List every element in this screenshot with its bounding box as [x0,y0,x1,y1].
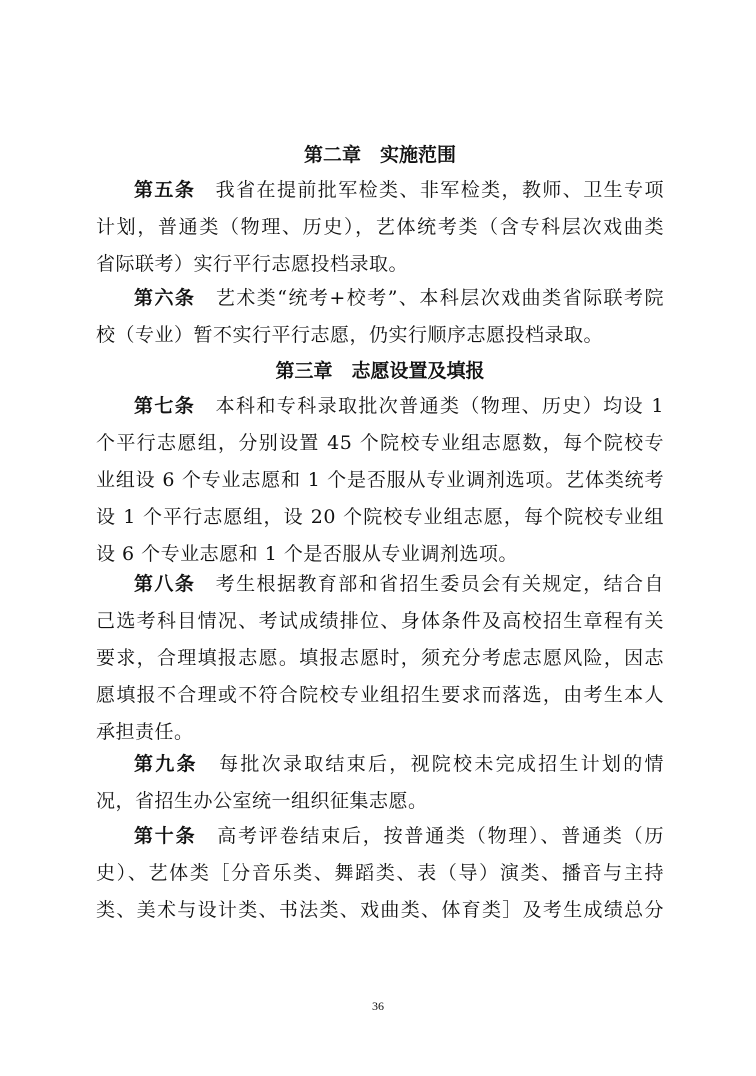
article-9-text-1: 每批次录取结束后，视院校未完成招生计划的情 [197,753,664,775]
article-6-line-2: 校（专业）暂不实行平行志愿，仍实行顺序志愿投档录取。 [96,324,604,346]
article-10-title: 第十条 [134,825,197,847]
article-6-text-1: 艺术类“统考+校考”、本科层次戏曲类省际联考院 [195,287,664,309]
article-5 [96,172,664,283]
article-9-line-2: 况，省招生办公室统一组织征集志愿。 [96,790,428,812]
article-7-title: 第七条 [134,395,196,417]
article-7-line-4: 设 1 个平行志愿组，设 20 个院校专业组志愿，每个院校专业组 [96,506,664,528]
article-8 [96,566,664,751]
article-7-line-1 [96,388,664,425]
article-8-line-4: 愿填报不合理或不符合院校专业组招生要求而落选，由考生本人 [96,684,664,706]
article-10-text-1: 高考评卷结束后，按普通类（物理）、普通类（历 [196,825,664,847]
chapter-2-heading: 第二章 实施范围 [303,144,456,166]
article-7-line-3: 业组设 6 个专业志愿和 1 个是否服从专业调剂选项。艺体类统考 [96,469,664,491]
article-10-line-1 [96,818,664,855]
article-9-title: 第九条 [134,753,198,775]
article-8-line-3: 要求，合理填报志愿。填报志愿时，须充分考虑志愿风险，因志 [96,647,664,669]
article-10 [96,818,664,929]
article-9 [96,746,664,820]
article-8-line-5: 承担责任。 [96,721,194,743]
article-7-line-5: 设 6 个专业志愿和 1 个是否服从专业调剂选项。 [96,543,518,565]
chapter-3-heading: 第三章 志愿设置及填报 [275,360,485,382]
article-5-line-1 [96,172,664,209]
article-5-line-3: 省际联考）实行平行志愿投档录取。 [96,253,409,275]
article-6-line-1 [96,280,664,317]
article-6-title: 第六条 [134,287,196,309]
article-10-line-3: 类、美术与设计类、书法类、戏曲类、体育类］及考生成绩总分 [96,899,664,921]
article-7-text-1: 本科和专科录取批次普通类（物理、历史）均设 1 [195,395,664,417]
article-7 [96,388,664,573]
article-6 [96,280,664,354]
page-number: 36 [372,999,384,1013]
article-8-line-1 [96,566,664,603]
article-5-title: 第五条 [134,179,196,201]
article-8-line-2: 己选考科目情况、考试成绩排位、身体条件及高校招生章程有关 [96,610,664,632]
article-5-text-1: 我省在提前批军检类、非军检类，教师、卫生专项 [195,179,664,201]
article-5-line-2: 计划，普通类（物理、历史），艺体统考类（含专科层次戏曲类 [96,216,664,238]
article-7-line-2: 个平行志愿组，分别设置 45 个院校专业组志愿数，每个院校专 [96,432,664,454]
article-8-text-1: 考生根据教育部和省招生委员会有关规定，结合自 [195,573,664,595]
article-10-line-2: 史）、艺体类［分音乐类、舞蹈类、表（导）演类、播音与主持 [96,862,664,884]
article-9-line-1 [96,746,664,783]
article-8-title: 第八条 [134,573,196,595]
